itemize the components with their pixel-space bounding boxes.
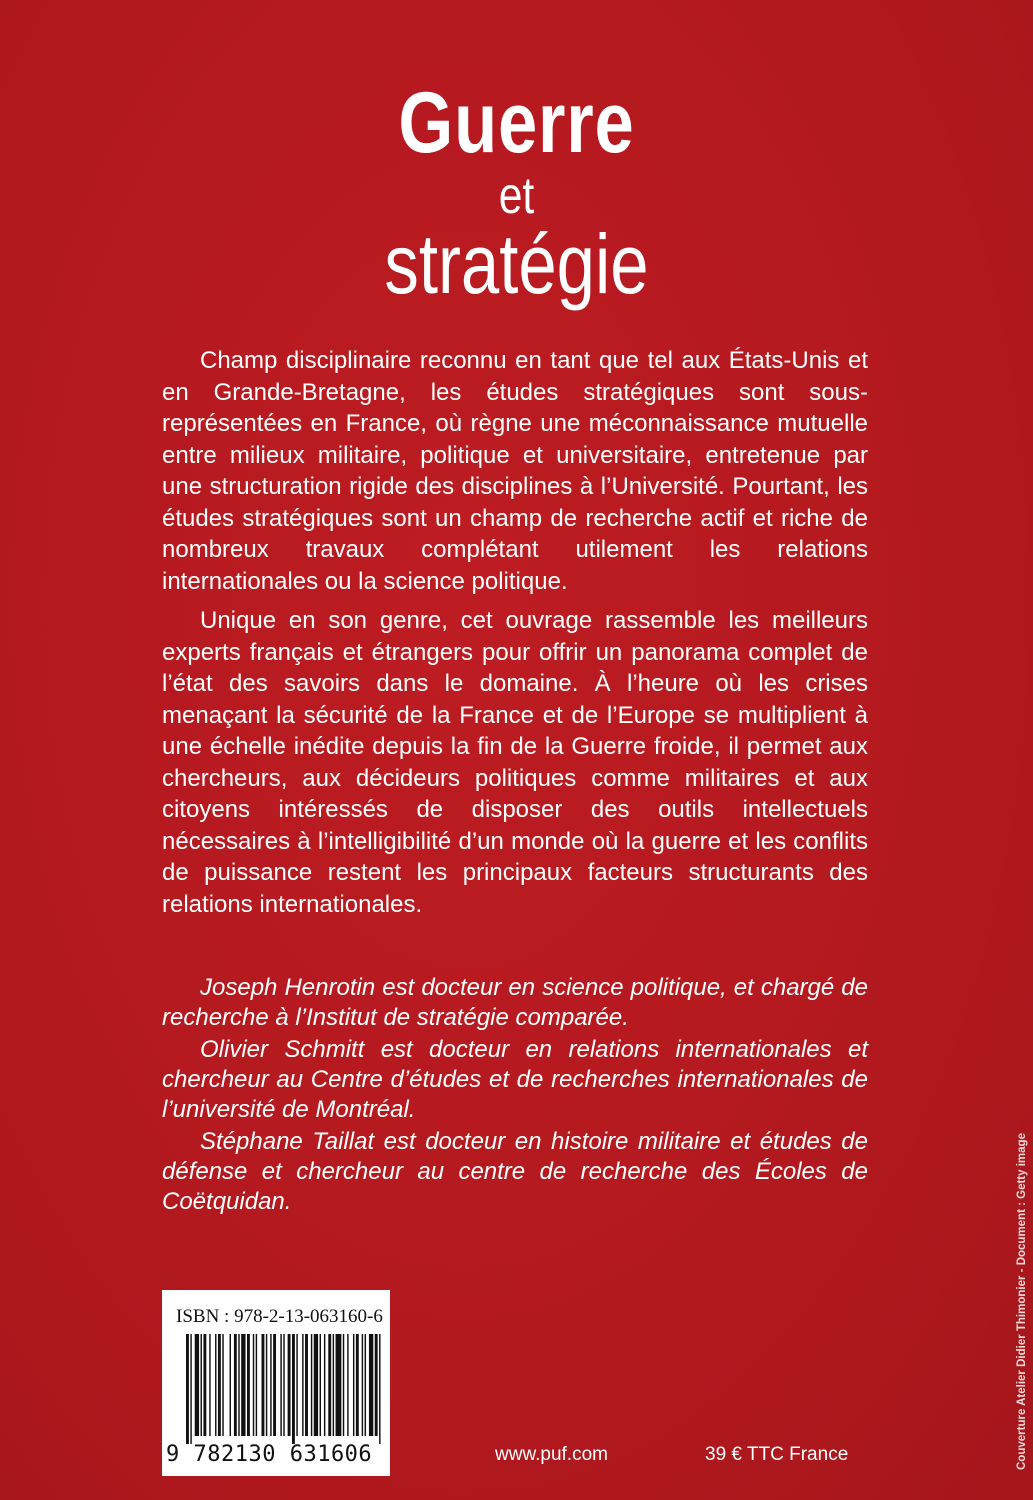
barcode-bar <box>186 1334 189 1444</box>
barcode-bar <box>292 1334 295 1444</box>
barcode-bar <box>253 1334 254 1436</box>
description-paragraph-1: Champ disciplinaire reconnu en tant que tel aux États-Unis et en Grande-Bretagne, les études stratégiques sont sous-représentées en France, où règne une méconnaissance mutuelle entre milieux militaire, politique et universitaire, entretenue par une structuration rigide des disciplines à l’Université. Pourtant, les études stratégiques sont un champ de recherche actif et riche de nombreux travaux complétant utilement les relations internationales ou la science politique. <box>162 347 868 595</box>
barcode-bar <box>311 1334 312 1436</box>
barcode-bar <box>247 1334 250 1436</box>
barcode-bar <box>296 1334 297 1436</box>
barcode-panel <box>162 1290 390 1476</box>
barcode-bar <box>369 1334 373 1436</box>
author-bio-henrotin: Joseph Henrotin est docteur en science politique, et chargé de recherche à l’Institut de stratégie comparée. <box>162 974 868 1031</box>
author-bios <box>162 973 868 1217</box>
publisher-website: www.puf.com <box>495 1444 608 1465</box>
barcode-bar <box>201 1334 202 1436</box>
barcode-bar <box>288 1334 291 1436</box>
author-bio-schmitt: Olivier Schmitt est docteur en relations internationales et chercheur au Centre d’études et de recherches internationales de l’université de Montréal. <box>162 1036 868 1123</box>
barcode-bar <box>333 1334 334 1436</box>
barcode-digits: 9 782130 631606 <box>166 1442 373 1467</box>
title-guerre: Guerre <box>398 75 635 171</box>
barcode-bar <box>273 1334 276 1436</box>
barcode-bar <box>222 1334 223 1436</box>
cover-credit: Couverture Atelier Didier Thimonier - Document : Getty image <box>1016 1133 1028 1470</box>
barcode-bar <box>209 1334 210 1436</box>
barcode-bar <box>262 1334 265 1436</box>
barcode-bar <box>280 1334 281 1436</box>
barcode-bar <box>283 1334 284 1436</box>
barcode-bar <box>234 1334 237 1436</box>
title-et: et <box>498 167 535 225</box>
author-bio-taillat: Stéphane Taillat est docteur en histoire militaire et études de défense et chercheur au centre de recherche des Écoles de Coëtquidan. <box>162 1128 868 1215</box>
barcode-bar <box>356 1334 359 1436</box>
barcode-bar <box>266 1334 267 1436</box>
barcode-bar <box>343 1334 344 1436</box>
barcode-bar <box>218 1334 221 1436</box>
title-strategie: stratégie <box>384 217 649 311</box>
barcode-bar <box>270 1334 271 1436</box>
description-paragraph-2: Unique en son genre, cet ouvrage rassemble les meilleurs experts français et étrangers pour offrir un panorama complet de l’état des savoirs dans le domaine. À l’heure où les crises menaçant la sécurité de la France et de l’Europe se multiplient à une échelle inédite depuis la fin de la Guerre froide, il permet aux chercheurs, aux décideurs politiques comme militaires et aux citoyens intéressés de disposer des outils intellectuels nécessaires à l’intelligibilité d’un monde où la guerre et les conflits de puissance restent les principaux facteurs structurants des relations internationales. <box>162 607 868 918</box>
barcode-bar <box>353 1334 354 1436</box>
barcode-bar <box>324 1334 325 1436</box>
barcode-bar <box>379 1334 380 1444</box>
barcode-bar <box>362 1334 363 1436</box>
barcode-bar <box>190 1334 191 1444</box>
barcode-bar <box>215 1334 216 1436</box>
barcode-bar <box>305 1334 308 1436</box>
barcode-bars <box>186 1334 382 1444</box>
barcode-bar <box>230 1334 231 1436</box>
barcode-bar <box>203 1334 206 1436</box>
barcode-bar <box>347 1334 348 1436</box>
description-text <box>162 345 868 920</box>
price-label: 39 € TTC France <box>705 1444 849 1465</box>
barcode-bar <box>241 1334 245 1436</box>
isbn-label: ISBN : 978-2-13-063160-6 <box>176 1306 383 1327</box>
barcode-bar <box>375 1334 378 1436</box>
barcode-bar <box>256 1334 257 1436</box>
barcode-bar <box>328 1334 331 1436</box>
barcode-bar <box>302 1334 303 1436</box>
barcode-bar <box>320 1334 321 1436</box>
barcode-bar <box>238 1334 239 1436</box>
barcode-bar <box>365 1334 366 1436</box>
barcode-bar <box>314 1334 318 1436</box>
barcode-bar <box>336 1334 342 1436</box>
barcode-bar <box>195 1334 199 1436</box>
